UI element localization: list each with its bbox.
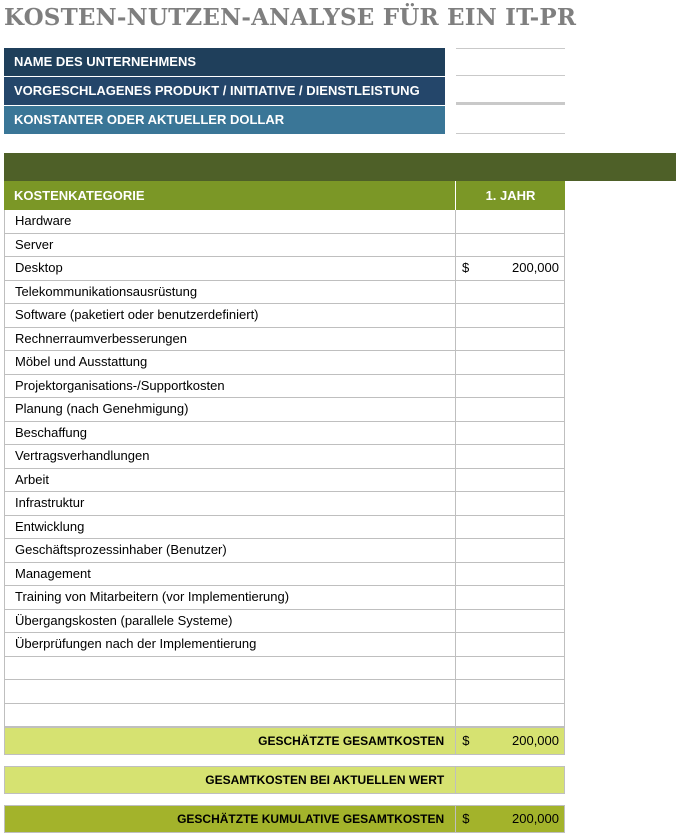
- dollar-input[interactable]: [456, 106, 565, 134]
- table-row: [4, 492, 565, 516]
- company-name-row: [4, 48, 565, 76]
- cost-category-cell[interactable]: Telekommunikationsausrüstung: [4, 281, 456, 304]
- table-row: [4, 563, 565, 587]
- table-row: [4, 328, 565, 352]
- year-1-cell[interactable]: [456, 657, 565, 680]
- year-1-cell[interactable]: [456, 422, 565, 445]
- table-row: [4, 586, 565, 610]
- dollar-label: KONSTANTER ODER AKTUELLER DOLLAR: [4, 106, 445, 134]
- table-row: [4, 704, 565, 728]
- year-1-cell[interactable]: [456, 516, 565, 539]
- year-1-cell[interactable]: [456, 704, 565, 727]
- estimated-total-label: GESCHÄTZTE GESAMTKOSTEN: [5, 728, 456, 754]
- year-1-cell[interactable]: [456, 304, 565, 327]
- cumulative-total-currency: $: [462, 811, 470, 826]
- cost-category-cell[interactable]: Überprüfungen nach der Implementierung: [4, 633, 456, 656]
- cost-category-cell[interactable]: Rechnerraumverbesserungen: [4, 328, 456, 351]
- cost-category-cell[interactable]: Geschäftsprozessinhaber (Benutzer): [4, 539, 456, 562]
- table-row: [4, 210, 565, 234]
- year-1-cell[interactable]: [456, 398, 565, 421]
- amount-value: 200,000: [512, 260, 559, 275]
- table-row: [4, 351, 565, 375]
- table-row: [4, 610, 565, 634]
- product-input[interactable]: [456, 77, 565, 105]
- page-title: KOSTEN-NUTZEN-ANALYSE FÜR EIN IT-PR: [4, 4, 577, 31]
- cost-table: [4, 210, 565, 727]
- year-1-cell[interactable]: [456, 539, 565, 562]
- cost-category-cell[interactable]: Management: [4, 563, 456, 586]
- cost-category-cell[interactable]: Software (paketiert oder benutzerdefiniert): [4, 304, 456, 327]
- cost-category-cell[interactable]: Projektorganisations-/Supportkosten: [4, 375, 456, 398]
- section-band: [4, 153, 676, 181]
- table-row: [4, 234, 565, 258]
- cost-category-cell[interactable]: Entwicklung: [4, 516, 456, 539]
- table-row: [4, 257, 565, 281]
- estimated-total-row: [4, 727, 565, 755]
- dollar-row: [4, 106, 565, 134]
- year-header: 1. JAHR: [485, 188, 536, 203]
- year-1-cell[interactable]: [456, 257, 565, 280]
- cost-category-cell[interactable]: Infrastruktur: [4, 492, 456, 515]
- present-value-cell[interactable]: [456, 767, 564, 793]
- year-1-cell[interactable]: [456, 680, 565, 703]
- table-row: [4, 469, 565, 493]
- table-row: [4, 375, 565, 399]
- cost-category-cell[interactable]: Arbeit: [4, 469, 456, 492]
- table-header: [4, 181, 565, 210]
- cost-category-cell[interactable]: [4, 657, 456, 680]
- product-row: [4, 77, 565, 105]
- table-row: [4, 633, 565, 657]
- cost-category-cell[interactable]: Planung (nach Genehmigung): [4, 398, 456, 421]
- company-name-label: NAME DES UNTERNEHMENS: [4, 48, 445, 76]
- cost-category-cell[interactable]: Möbel und Ausstattung: [4, 351, 456, 374]
- present-value-row: [4, 766, 565, 794]
- cost-category-cell[interactable]: Beschaffung: [4, 422, 456, 445]
- year-1-cell[interactable]: [456, 328, 565, 351]
- cumulative-total-value: 200,000: [512, 811, 559, 826]
- cost-category-cell[interactable]: [4, 680, 456, 703]
- estimated-total-currency: $: [462, 733, 470, 748]
- table-row: [4, 304, 565, 328]
- product-label: VORGESCHLAGENES PRODUKT / INITIATIVE / DIENSTLEISTUNG: [4, 77, 445, 105]
- cost-category-cell[interactable]: Desktop: [4, 257, 456, 280]
- year-1-cell[interactable]: [456, 210, 565, 233]
- year-1-cell[interactable]: [456, 610, 565, 633]
- cost-category-cell[interactable]: Vertragsverhandlungen: [4, 445, 456, 468]
- cost-category-cell[interactable]: Hardware: [4, 210, 456, 233]
- table-row: [4, 398, 565, 422]
- table-row: [4, 680, 565, 704]
- table-row: [4, 445, 565, 469]
- cumulative-total-row: [4, 805, 565, 833]
- cumulative-total-cell[interactable]: [456, 806, 564, 832]
- currency-symbol: $: [462, 260, 470, 275]
- category-header: KOSTENKATEGORIE: [4, 181, 456, 210]
- year-1-cell[interactable]: [456, 281, 565, 304]
- table-row: [4, 657, 565, 681]
- year-1-cell[interactable]: [456, 586, 565, 609]
- cost-category-cell[interactable]: [4, 704, 456, 727]
- year-1-cell[interactable]: [456, 234, 565, 257]
- table-row: [4, 539, 565, 563]
- cost-category-cell[interactable]: Server: [4, 234, 456, 257]
- year-1-cell[interactable]: [456, 469, 565, 492]
- table-row: [4, 422, 565, 446]
- year-1-cell[interactable]: [456, 445, 565, 468]
- cost-category-cell[interactable]: Training von Mitarbeitern (vor Implementierung): [4, 586, 456, 609]
- table-row: [4, 516, 565, 540]
- company-name-input[interactable]: [456, 48, 565, 76]
- estimated-total-cell[interactable]: [456, 728, 564, 754]
- year-1-cell[interactable]: [456, 633, 565, 656]
- estimated-total-value: 200,000: [512, 733, 559, 748]
- year-1-cell[interactable]: [456, 563, 565, 586]
- present-value-label: GESAMTKOSTEN BEI AKTUELLEN WERT: [5, 767, 456, 793]
- cost-category-cell[interactable]: Übergangskosten (parallele Systeme): [4, 610, 456, 633]
- year-1-cell[interactable]: [456, 351, 565, 374]
- year-1-cell[interactable]: [456, 375, 565, 398]
- cumulative-total-label: GESCHÄTZTE KUMULATIVE GESAMTKOSTEN: [5, 806, 456, 832]
- table-row: [4, 281, 565, 305]
- year-1-cell[interactable]: [456, 492, 565, 515]
